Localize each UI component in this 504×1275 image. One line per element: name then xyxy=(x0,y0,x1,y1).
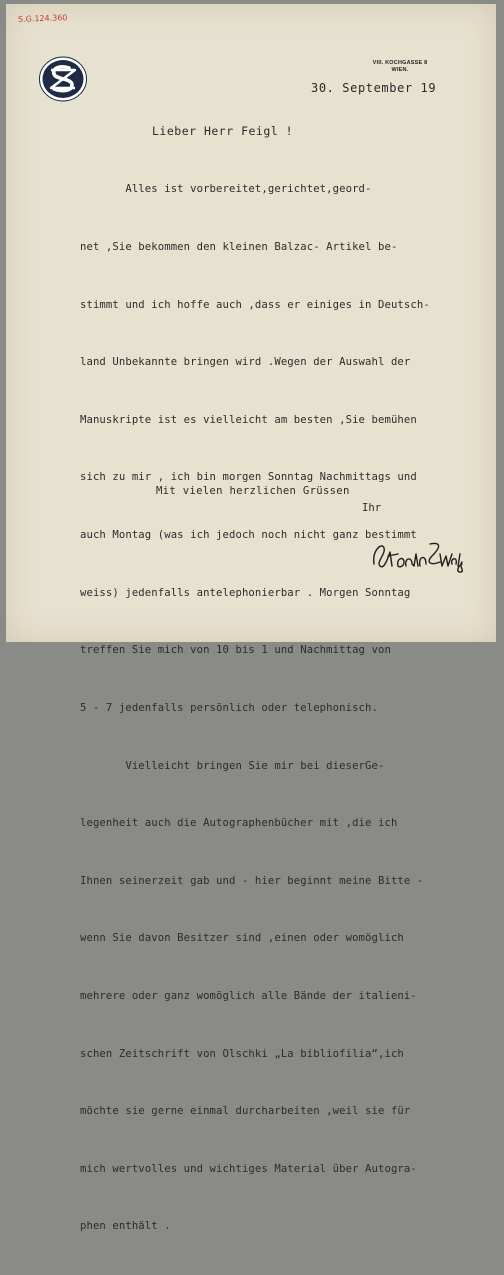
letter-date: 30. September 19 xyxy=(311,81,437,95)
body-line: land Unbekannte bringen wird .Wegen der Auswahl der xyxy=(80,356,411,369)
closing-line: Mit vielen herzlichen Grüssen xyxy=(156,485,350,497)
body-line: schen Zeitschrift von Olschki „La bibliofilia“,ich xyxy=(80,1047,404,1060)
body-line: phen enthält . xyxy=(80,1220,171,1233)
body-line: treffen Sie mich von 10 bis 1 und Nachmittag von xyxy=(80,644,391,657)
monogram-logo xyxy=(38,54,88,104)
body-line: mich wertvolles und wichtiges Material über Autogra- xyxy=(80,1162,417,1175)
body-line: weiss) jedenfalls antelephonierbar . Morgen Sonntag xyxy=(80,586,411,599)
letter-sheet xyxy=(6,4,496,1233)
body-line: Ihnen seinerzeit gab und - hier beginnt meine Bitte - xyxy=(80,874,424,887)
body-line: Manuskripte ist es vielleicht am besten ,Sie bemühen xyxy=(80,413,417,426)
letter-body xyxy=(80,142,480,1275)
body-line: Alles ist vorbereitet,gerichtet,geord- xyxy=(80,183,372,196)
address-line-2: WIEN. xyxy=(391,67,409,73)
body-line: Vielleicht bringen Sie mir bei dieserGe- xyxy=(80,759,385,772)
letterhead-address xyxy=(360,60,440,74)
body-line: auch Montag (was ich jedoch noch nicht ganz bestimmt xyxy=(80,529,417,542)
signature-stefan-zweig xyxy=(370,536,466,574)
body-line: net ,Sie bekommen den kleinen Balzac- Artikel be- xyxy=(80,241,398,254)
body-line: 5 - 7 jedenfalls persönlich oder telephonisch. xyxy=(80,701,378,714)
archive-mark: S.G.124.360 xyxy=(17,13,68,24)
closing-ihr: Ihr xyxy=(362,502,382,514)
body-line: sich zu mir , ich bin morgen Sonntag Nachmittags und xyxy=(80,471,417,484)
body-line: legenheit auch die Autographenbücher mit ,die ich xyxy=(80,817,398,830)
address-line-1: VIII. KOCHGASSE 8 xyxy=(372,60,428,66)
salutation: Lieber Herr Feigl ! xyxy=(152,124,294,138)
body-line: wenn Sie davon Besitzer sind ,einen oder womöglich xyxy=(80,932,404,945)
body-line: mehrere oder ganz womöglich alle Bände der italieni- xyxy=(80,989,417,1002)
body-line: möchte sie gerne einmal durcharbeiten ,weil sie für xyxy=(80,1105,411,1118)
body-line: stimmt und ich hoffe auch ,dass er einiges in Deutsch- xyxy=(80,298,430,311)
